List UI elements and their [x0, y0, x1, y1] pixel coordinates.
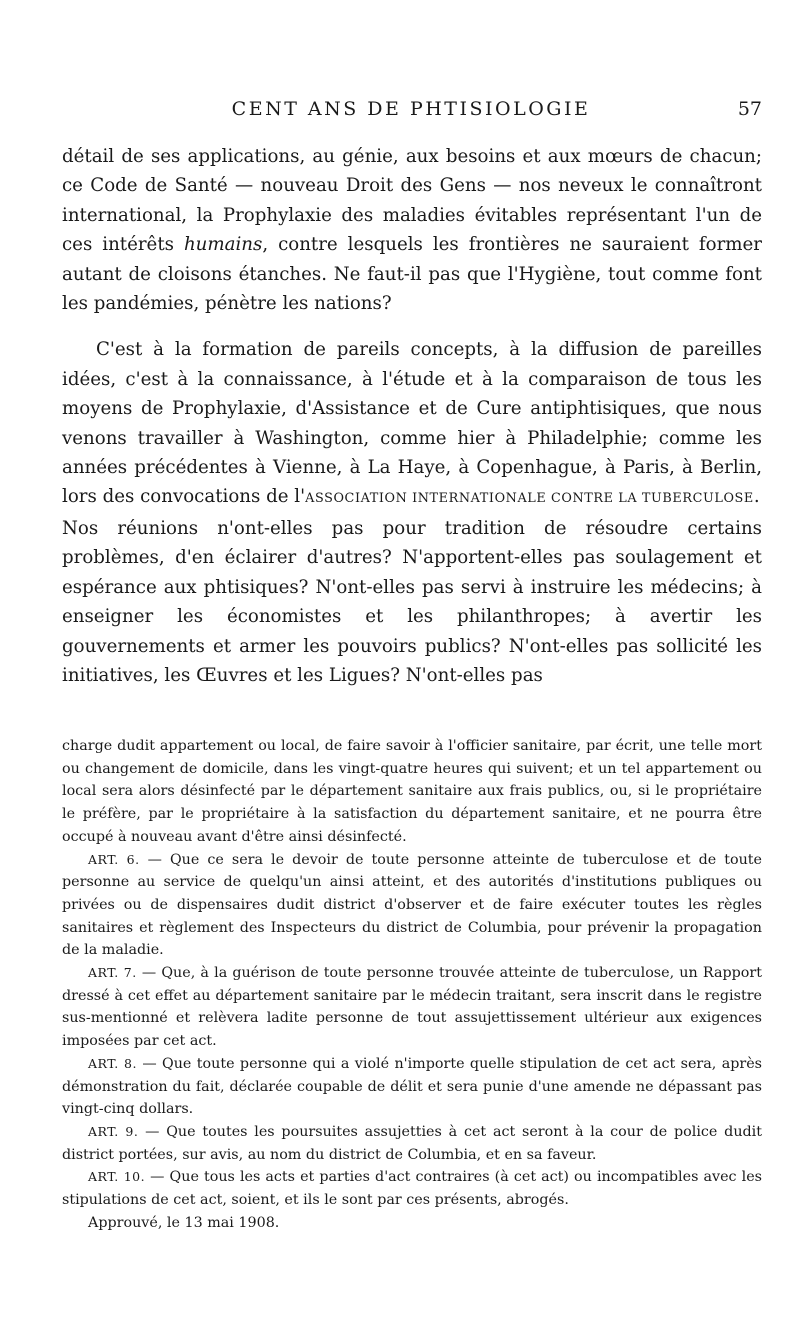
page-number: 57: [737, 98, 762, 120]
page-header: [60, 98, 762, 124]
article-7: [62, 962, 762, 1053]
article-label: ART. 8.: [88, 1055, 137, 1071]
paragraph-text-end: .: [753, 486, 760, 508]
article-label: ART. 10.: [88, 1169, 146, 1185]
paragraph-text: Nos réunions n'ont-elles pas pour tradition de résoudre certains problèmes, d'en éclairer d'autres? N'apportent-elles pas soulagement et espérance aux phtisiques? N'ont-elles pas servi à instruire les médecins; à enseigner les économistes et les philanthropes; à avertir les gouvernements et armer les pouvoirs publics? N'ont-elles pas sollicité les initiatives, les Œuvres et les Ligues? N'ont-elles pas: [62, 517, 762, 686]
article-text: — Que, à la guérison de toute personne trouvée atteinte de tuberculose, un Rapport dressé à cet effet au département sanitaire par le médecin traitant, sera inscrit dans le registre sus-mentionné et relèvera ladite personne de tout assujettissement ultérieur aux exigences imposées par cet act.: [62, 965, 762, 1050]
paragraph-text-end: , contre lesquels les frontières ne sauraient former autant de cloisons étanches. Ne faut-il pas que l'Hygiène, tout comme font les pandémies, pénètre les nations?: [62, 234, 762, 315]
paragraph-text: C'est à la formation de pareils concepts, à la diffusion de pareilles idées, c'est à la connaissance, à l'étude et à la comparaison de tous les moyens de Prophylaxie, d'Assistance et de Cure antiphtisiques, que nous venons travailler à Washington, comme hier à Philadelphie; comme les années précédentes à Vienne, à La Haye, à Copenhague, à Paris, à Berlin, lors des convocations de l': [62, 339, 762, 508]
main-text: [62, 142, 762, 690]
article-text: — Que toutes les poursuites assujetties à cet act seront à la cour de police dudit district portées, sur avis, au nom du district de Columbia, et en sa faveur.: [62, 1123, 763, 1163]
paragraph: [62, 335, 762, 513]
article-text: — Que toute personne qui a violé n'importe quelle stipulation de cet act sera, après démonstration du fait, déclarée coupable de délit et sera punie d'une amende ne dépassant pas vingt-cinq dollars.: [62, 1055, 763, 1118]
article-text: — Que ce sera le devoir de toute personne atteinte de tuberculose et de toute personne au service de quelqu'un ainsi atteint, et des autorités d'institutions publiques ou privées ou de dispensaires dudit district d'observer et de faire exécuter toutes les règles sanitaires et règlement des Inspecteurs du district de Columbia, pour prévenir la propagation de la maladie.: [62, 851, 763, 959]
article-text: — Que tous les acts et parties d'act contraires (à cet act) ou incompatibles avec les stipulations de cet act, soient, et ils le sont par ces présents, abrogés.: [62, 1169, 762, 1209]
article-6: [62, 849, 762, 963]
italic-word: humains: [183, 234, 263, 256]
paragraph-continuation: [62, 142, 762, 318]
footnote-block: [62, 735, 762, 1234]
article-label: ART. 9.: [88, 1123, 139, 1139]
article-10: [62, 1166, 762, 1211]
running-title: CENT ANS DE PHTISIOLOGIE: [231, 98, 591, 120]
article-label: ART. 6.: [88, 851, 140, 867]
article-8: [62, 1053, 762, 1121]
approval-line: Approuvé, le 13 mai 1908.: [88, 1214, 280, 1231]
article-9: [62, 1121, 762, 1166]
paragraph-text: détail de ses applications, au génie, aux besoins et aux mœurs de chacun; ce Code de Santé — nouveau Droit des Gens — nos neveux le connaîtront international, la Prophylaxie des maladies évitables représentant l'un de ces intérêts: [62, 146, 762, 256]
footnote-intro: charge dudit appartement ou local, de faire savoir à l'officier sanitaire, par écrit, une telle mort ou changement de domicile, dans les vingt-quatre heures qui suivent; et un tel appartement ou local sera alors désinfecté par le département sanitaire aux frais publics, ou, si le propriétaire le préfère, par le propriétaire à la satisfaction du département sanitaire, et ne pourra être occupé à nouveau avant d'être ainsi désinfecté.: [62, 738, 762, 845]
article-label: ART. 7.: [88, 965, 137, 981]
paragraph: [62, 514, 762, 690]
association-name: ASSOCIATION INTERNATIONALE CONTRE LA TUBERCULOSE: [305, 491, 754, 507]
